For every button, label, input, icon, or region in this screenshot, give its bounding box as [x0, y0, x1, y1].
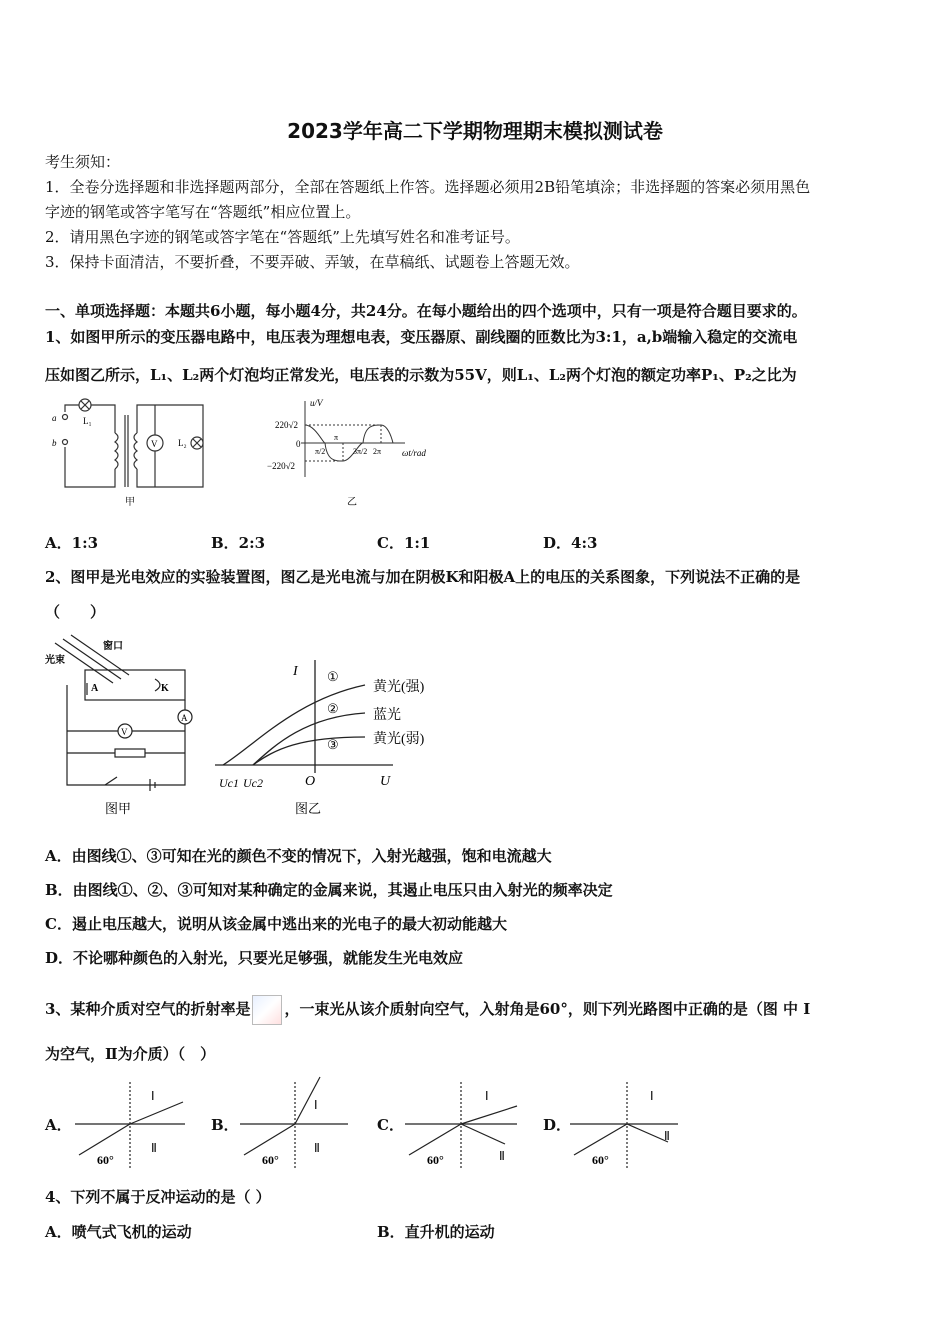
q3-stem-1: [45, 995, 810, 1025]
q2-curve-2-num: ②: [327, 701, 339, 716]
q3-option-d-label[interactable]: D．: [543, 1116, 572, 1134]
q1-label-v: V: [151, 439, 158, 449]
q2-stem-1: 2、图甲是光电效应的实验装置图，图乙是光电流与加在阴极K和阳极A上的电压的关系图象，下列说法不正确的是: [45, 568, 801, 586]
broken-image-icon: [252, 995, 282, 1025]
q1-fig-yi-caption: 乙: [347, 497, 357, 508]
q4-stem: 4、下列不属于反冲运动的是（ ）: [45, 1188, 271, 1206]
q3-option-b-diagram[interactable]: [240, 1075, 350, 1170]
q3-option-a-label[interactable]: A．: [45, 1116, 72, 1134]
q1-axis-u: u/V: [310, 398, 323, 408]
q1-option-d[interactable]: D．4:3: [543, 534, 598, 552]
notice-line-3: 3．保持卡面清洁，不要折叠，不要弄破、弄皱，在草稿纸、试题卷上答题无效。: [45, 253, 580, 271]
q2-figure-yi: [215, 655, 445, 820]
q2-fig-jia-caption: 图甲: [105, 801, 132, 816]
q2-axis-o: O: [305, 774, 316, 789]
q2-label-uc2: Uc2: [243, 776, 263, 790]
q1-label-l1: L₁: [83, 416, 92, 426]
q3-d-label-i: Ⅰ: [650, 1089, 654, 1103]
section-heading: 一、单项选择题：本题共6小题，每小题4分，共24分。在每小题给出的四个选项中，只有一项是符合题目要求的。: [45, 302, 807, 320]
q3-d-label-ii: Ⅱ: [664, 1129, 670, 1143]
q3-a-label-ii: Ⅱ: [151, 1141, 157, 1155]
q1-label-l2: L₂: [178, 438, 187, 448]
q2-curve-3-label: 黄光(弱): [373, 732, 425, 747]
q2-option-b[interactable]: B．由图线①、②、③可知对某种确定的金属来说，其遏止电压只由入射光的频率决定: [45, 881, 613, 899]
q3-c-label-ii: Ⅱ: [499, 1149, 505, 1163]
q1-tick-1: π/2: [315, 447, 326, 456]
q1-y-top: 220√2: [275, 420, 298, 430]
q2-label-ammeter: A: [181, 713, 188, 723]
q1-stem-1: 1、如图甲所示的变压器电路中，电压表为理想电表，变压器原、副线圈的匝数比为3:1，a,b端输入稳定的交流电: [45, 328, 798, 346]
notice-line-1a: 1．全卷分选择题和非选择题两部分，全部在答题纸上作答。选择题必须用2B铅笔填涂；非选择题的答案必须用黑色: [45, 178, 811, 196]
q1-y-bot: −220√2: [267, 461, 296, 471]
q1-label-a: a: [52, 413, 57, 423]
q2-label-window: 窗口: [103, 641, 123, 652]
q3-option-c-label[interactable]: C．: [377, 1116, 404, 1134]
q2-option-d[interactable]: D．不论哪种颜色的入射光，只要光足够强，就能发生光电效应: [45, 949, 464, 967]
q2-label-a: A: [91, 683, 99, 694]
q3-option-a-diagram[interactable]: [75, 1080, 185, 1170]
q4-option-a[interactable]: A．喷气式飞机的运动: [45, 1223, 192, 1241]
q1-y-zero: 0: [296, 439, 301, 449]
notice-line-1b: 字迹的钢笔或答字笔写在“答题纸”相应位置上。: [45, 203, 361, 221]
q1-tick-2: π: [334, 433, 339, 442]
q1-fig-jia-caption: 甲: [125, 497, 135, 508]
q2-label-uc1: Uc1: [219, 776, 239, 790]
q3-a-label-i: Ⅰ: [151, 1089, 155, 1103]
q3-c-angle: 60°: [427, 1153, 444, 1167]
notice-line-2: 2．请用黑色字迹的钢笔或答字笔在“答题纸”上先填写姓名和准考证号。: [45, 228, 520, 246]
page-title: 2023学年高二下学期物理期末模拟测试卷: [287, 119, 663, 143]
q1-axis-t: ωt/rad: [402, 448, 426, 458]
q1-figure-jia: [45, 395, 225, 510]
q2-axis-i: I: [293, 664, 298, 679]
q2-curve-1-label: 黄光(强): [373, 680, 425, 695]
q3-c-label-i: Ⅰ: [485, 1089, 489, 1103]
q3-d-angle: 60°: [592, 1153, 609, 1167]
q2-figure-jia: [45, 635, 210, 820]
q2-label-beam: 光束: [45, 655, 65, 666]
q1-tick-4: 2π: [373, 447, 382, 456]
q3-option-c-diagram[interactable]: [405, 1080, 520, 1170]
q2-option-c[interactable]: C．遏止电压越大，说明从该金属中逃出来的光电子的最大初动能越大: [45, 915, 507, 933]
q3-option-b-label[interactable]: B．: [211, 1116, 239, 1134]
q1-label-b: b: [52, 438, 57, 448]
q2-stem-2: （ ）: [45, 603, 106, 621]
q2-curve-1-num: ①: [327, 669, 339, 684]
q1-option-c[interactable]: C．1:1: [377, 534, 431, 552]
q3-option-d-diagram[interactable]: [570, 1080, 680, 1170]
q2-curve-3-num: ③: [327, 737, 339, 752]
q1-figure-yi: [255, 395, 440, 510]
q2-axis-u: U: [380, 774, 391, 789]
q2-label-v: V: [121, 727, 128, 737]
q1-option-a[interactable]: A．1:3: [45, 534, 99, 552]
q3-stem-1-part-b: ，一束光从该介质射向空气，入射角是60°，则下列光路图中正确的是（图 中 I: [284, 1000, 811, 1018]
q3-b-angle: 60°: [262, 1153, 279, 1167]
q3-b-label-i: Ⅰ: [314, 1098, 318, 1112]
q4-option-b[interactable]: B．直升机的运动: [377, 1223, 495, 1241]
notice-heading: 考生须知：: [45, 153, 121, 171]
q2-label-k: K: [161, 683, 169, 694]
q1-option-b[interactable]: B．2:3: [211, 534, 266, 552]
q1-tick-3: 3π/2: [353, 447, 368, 456]
q2-option-a[interactable]: A．由图线①、③可知在光的颜色不变的情况下，入射光越强，饱和电流越大: [45, 847, 552, 865]
q3-stem-1-part-a: 3、某种介质对空气的折射率是: [45, 1000, 251, 1018]
q1-stem-2: 压如图乙所示，L₁、L₂两个灯泡均正常发光，电压表的示数为55V，则L₁、L₂两个灯泡的额定功率P₁、P₂之比为: [45, 366, 797, 384]
q3-a-angle: 60°: [97, 1153, 114, 1167]
q2-fig-yi-caption: 图乙: [295, 801, 322, 816]
q3-stem-2: 为空气，Ⅱ为介质）（ ）: [45, 1045, 216, 1063]
q3-b-label-ii: Ⅱ: [314, 1141, 320, 1155]
q2-curve-2-label: 蓝光: [373, 708, 401, 723]
